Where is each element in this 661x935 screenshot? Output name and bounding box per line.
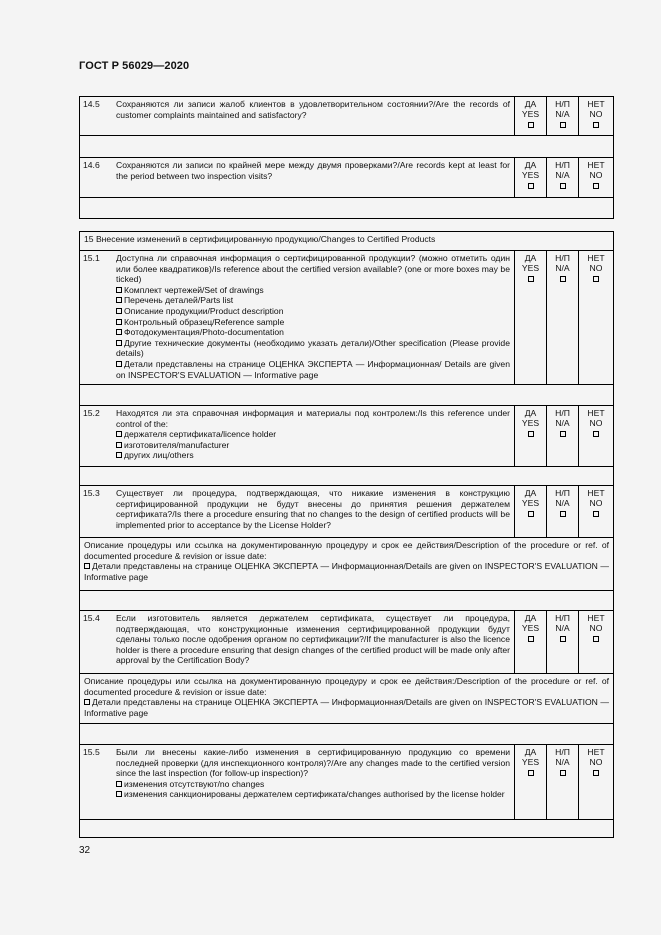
answer-notes-row[interactable]: [80, 820, 613, 837]
checkbox[interactable]: [116, 442, 122, 448]
answer-no[interactable]: НЕТ NO: [579, 611, 613, 673]
procedure-note: [80, 674, 613, 723]
checkbox[interactable]: [593, 511, 599, 517]
option-item[interactable]: Комплект чертежей/Set of drawings: [116, 285, 510, 296]
question-row-15-4: [80, 611, 613, 674]
checkbox[interactable]: [84, 563, 90, 569]
checkbox[interactable]: [593, 122, 599, 128]
checkbox[interactable]: [560, 636, 566, 642]
checkbox[interactable]: [116, 340, 122, 346]
answer-notes-row[interactable]: [80, 467, 613, 486]
checkbox[interactable]: [116, 308, 122, 314]
checkbox[interactable]: [528, 276, 534, 282]
page-number: 32: [79, 845, 91, 856]
answer-notes-row[interactable]: [80, 385, 613, 406]
note-text: Описание процедуры или ссылка на документированную процедуру и срок ее действия/Description of the procedure or ref. of documented procedure & revision or issue date:: [84, 540, 609, 561]
option-item[interactable]: других лиц/others: [116, 450, 510, 461]
question-text-block: [112, 745, 515, 819]
option-item[interactable]: изменения отсутствуют/no changes: [116, 779, 510, 790]
checkbox[interactable]: [116, 287, 122, 293]
answer-yes[interactable]: ДА YES: [515, 486, 547, 537]
section-14-table: [79, 96, 614, 219]
checkbox[interactable]: [560, 770, 566, 776]
checkbox[interactable]: [116, 297, 122, 303]
checkbox[interactable]: [560, 276, 566, 282]
answer-na[interactable]: Н/П N/A: [547, 611, 579, 673]
procedure-note-row: [80, 538, 613, 591]
answer-na[interactable]: Н/П N/A: [547, 251, 579, 384]
checkbox[interactable]: [116, 791, 122, 797]
answer-na[interactable]: Н/П N/A: [547, 97, 579, 135]
option-item[interactable]: изменения санкционированы держателем сертификата/changes authorised by the license holder: [116, 789, 510, 800]
option-item[interactable]: Детали представлены на странице ОЦЕНКА ЭКСПЕРТА — Информационная/Details are given on INSPECTOR'S EVALUATION — Informative page: [84, 697, 609, 718]
question-text: Существует ли процедура, подтверждающая, что никакие изменения в конструкцию сертифицированной продукции не будут внесены до принятия решения держателем сертификата?/Is there a procedure ensuring that no changes to the design of certified products will be implemented prior to acceptance by the License Holder?: [112, 486, 515, 537]
checkbox[interactable]: [528, 431, 534, 437]
question-text-block: [112, 406, 515, 466]
answer-na[interactable]: Н/П N/A: [547, 158, 579, 197]
checkbox[interactable]: [593, 183, 599, 189]
question-number: 14.5: [83, 99, 100, 109]
checkbox[interactable]: [116, 431, 122, 437]
answer-no[interactable]: НЕТ NO: [579, 486, 613, 537]
answer-yes[interactable]: ДА YES: [515, 611, 547, 673]
question-row-15-5: [80, 745, 613, 820]
checkbox[interactable]: [116, 452, 122, 458]
procedure-note: [80, 538, 613, 590]
question-number: 15.4: [83, 613, 100, 623]
question-number: 15.3: [83, 488, 100, 498]
answer-yes[interactable]: ДА YES: [515, 251, 547, 384]
answer-yes[interactable]: ДА YES: [515, 97, 547, 135]
option-item[interactable]: Перечень деталей/Parts list: [116, 295, 510, 306]
checkbox[interactable]: [528, 511, 534, 517]
answer-notes-row[interactable]: [80, 136, 613, 158]
answer-na[interactable]: Н/П N/A: [547, 486, 579, 537]
checkbox[interactable]: [528, 770, 534, 776]
option-item[interactable]: Детали представлены на странице ОЦЕНКА ЭКСПЕРТА — Информационная/ Details are given on INSPECTOR'S EVALUATION — Informative page: [116, 358, 510, 380]
checkbox[interactable]: [116, 361, 122, 367]
answer-yes[interactable]: ДА YES: [515, 158, 547, 197]
option-item[interactable]: Детали представлены на странице ОЦЕНКА ЭКСПЕРТА — Информационная/Details are given on INSPECTOR'S EVALUATION — Informative page: [84, 561, 609, 582]
checkbox[interactable]: [593, 770, 599, 776]
question-row-14-6: [80, 158, 613, 198]
option-item[interactable]: изготовителя/manufacturer: [116, 440, 510, 451]
answer-na[interactable]: Н/П N/A: [547, 406, 579, 466]
checkbox[interactable]: [593, 636, 599, 642]
question-text-block: [112, 251, 515, 384]
checkbox[interactable]: [560, 183, 566, 189]
question-row-15-1: [80, 251, 613, 385]
question-text: Сохраняются ли записи жалоб клиентов в удовлетворительном состоянии?/Are the records of customer complaints maintained and satisfactory?: [112, 97, 515, 135]
answer-no[interactable]: НЕТ NO: [579, 97, 613, 135]
question-text: Если изготовитель является держателем сертификата, существует ли процедура, подтверждающая, что конструкционные изменения сертифицированной продукции будут сделаны только после одобрения органом по сертификации?/If the manufacturer is also the licence holder is there a procedure ensuring that design changes of the certified product will be made only after approval by the Certification Body?: [112, 611, 515, 673]
checkbox[interactable]: [560, 511, 566, 517]
answer-notes-row[interactable]: [80, 724, 613, 745]
standard-header: ГОСТ Р 56029—2020: [79, 60, 190, 72]
section-title-row: [80, 232, 613, 251]
checkbox[interactable]: [560, 122, 566, 128]
answer-na[interactable]: Н/П N/A: [547, 745, 579, 819]
option-item[interactable]: Другие технические документы (необходимо указать детали)/Other specification (Please provide details): [116, 337, 510, 359]
question-text: Были ли внесены какие-либо изменения в сертифицированную продукцию со времени последней проверки (для инспекционного контроля)?/Are any changes made to the certified version since the last inspection (for follow-up inspection)?: [116, 747, 510, 779]
checkbox[interactable]: [116, 329, 122, 335]
answer-notes-row[interactable]: [80, 591, 613, 611]
note-text: Описание процедуры или ссылка на документированную процедуру и срок ее действия:/Description of the procedure or ref. of documented procedure & revision or issue date:: [84, 676, 609, 697]
section-title: 15 Внесение изменений в сертифицированную продукцию/Changes to Certified Products: [84, 234, 436, 244]
answer-notes-row[interactable]: [80, 198, 613, 218]
checkbox[interactable]: [528, 636, 534, 642]
checkbox[interactable]: [593, 276, 599, 282]
question-number: 15.5: [83, 747, 100, 757]
checkbox[interactable]: [116, 319, 122, 325]
option-item[interactable]: держателя сертификата/licence holder: [116, 429, 510, 440]
question-text: Доступна ли справочная информация о сертифицированной продукции? (можно отметить один или более квадратиков)/Is reference about the certified version available? (one or more boxes may be ticked): [116, 253, 510, 285]
checkbox[interactable]: [593, 431, 599, 437]
section-15-table: [79, 231, 614, 838]
answer-no[interactable]: НЕТ NO: [579, 745, 613, 819]
question-number: 15.2: [83, 408, 100, 418]
question-text: Находятся ли эта справочная информация и материалы под контролем:/Is this reference under control of the:: [116, 408, 510, 429]
answer-yes[interactable]: ДА YES: [515, 406, 547, 466]
procedure-note-row: [80, 674, 613, 724]
question-row-15-3: [80, 486, 613, 538]
question-row-15-2: [80, 406, 613, 467]
question-row-14-5: [80, 97, 613, 136]
question-number: 15.1: [83, 253, 100, 263]
checkbox[interactable]: [528, 183, 534, 189]
option-item[interactable]: Контрольный образец/Reference sample: [116, 317, 510, 328]
checkbox[interactable]: [560, 431, 566, 437]
option-item[interactable]: Описание продукции/Product description: [116, 306, 510, 317]
answer-no[interactable]: НЕТ NO: [579, 158, 613, 197]
checkbox[interactable]: [84, 699, 90, 705]
checkbox[interactable]: [116, 781, 122, 787]
option-item[interactable]: Фотодокументация/Photo-documentation: [116, 327, 510, 338]
answer-no[interactable]: НЕТ NO: [579, 406, 613, 466]
question-number: 14.6: [83, 160, 100, 170]
answer-yes[interactable]: ДА YES: [515, 745, 547, 819]
checkbox[interactable]: [528, 122, 534, 128]
question-text: Сохраняются ли записи по крайней мере между двумя проверками?/Are records kept at least for the period between two inspection visits?: [112, 158, 515, 197]
answer-no[interactable]: НЕТ NO: [579, 251, 613, 384]
